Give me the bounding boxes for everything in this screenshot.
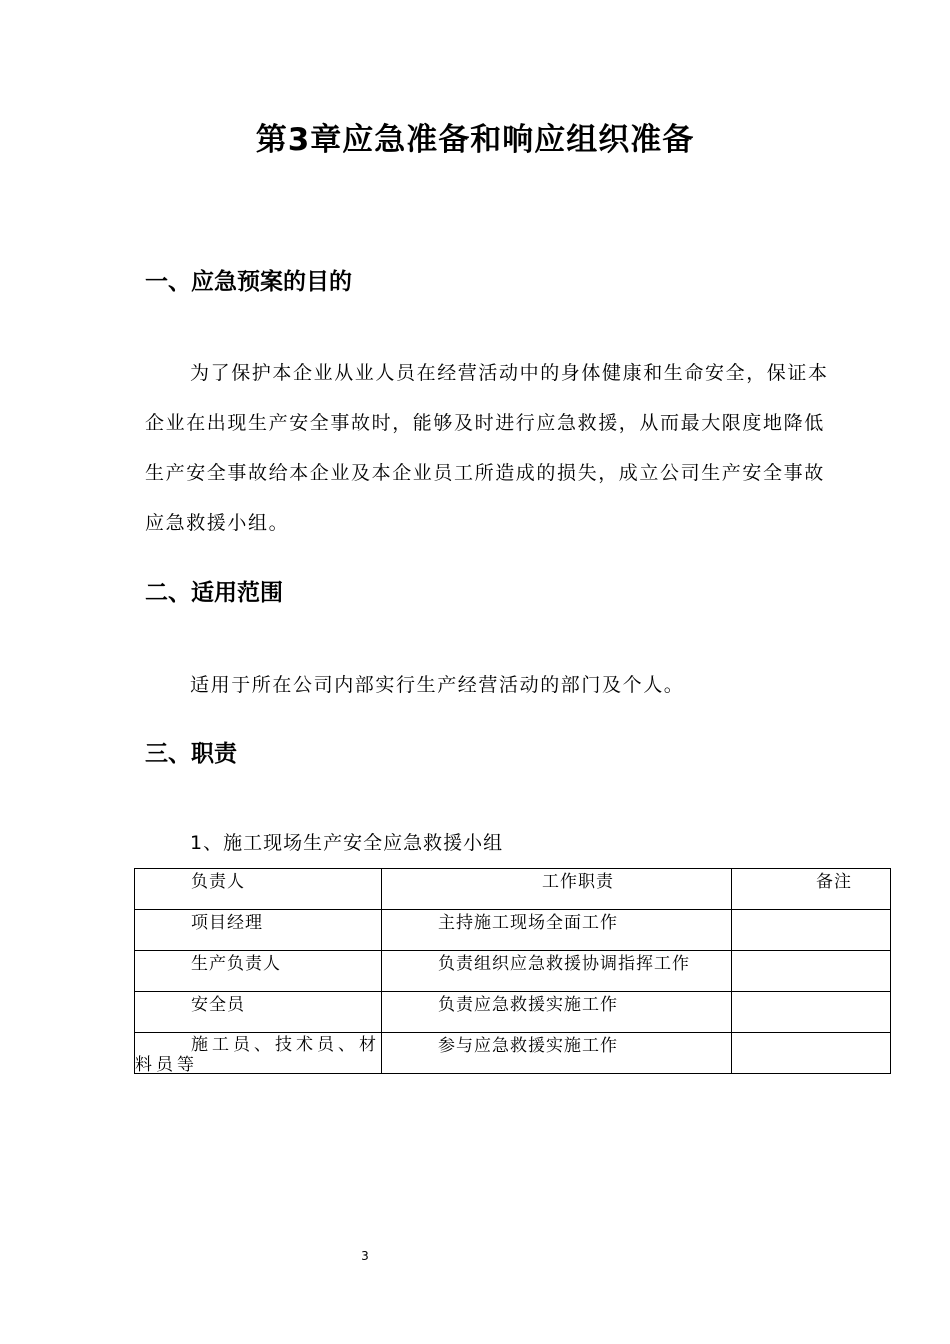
header-duty: 工作职责 [382, 869, 732, 910]
cell-note [732, 951, 891, 992]
cell-person: 施工员、技术员、材料员等 [135, 1033, 382, 1074]
section-paragraph-purpose: 为了保护本企业从业人员在经营活动中的身体健康和生命安全，保证本企业在出现生产安全事故时，能够及时进行应急救援，从而最大限度地降低生产安全事故给本企业及本企业员工所造成的损失，成立公司生产安全事故应急救援小组。 [145, 362, 829, 534]
section-heading-duties: 三、职责 [145, 741, 237, 767]
chapter-title: 第3章应急准备和响应组织准备 [255, 122, 695, 158]
header-person: 负责人 [135, 869, 382, 910]
section-paragraph-scope: 适用于所在公司内部实行生产经营活动的部门及个人。 [190, 674, 685, 696]
cell-person: 生产负责人 [135, 951, 382, 992]
cell-duty: 负责组织应急救援协调指挥工作 [382, 951, 732, 992]
cell-note [732, 992, 891, 1033]
table-caption: 1、施工现场生产安全应急救援小组 [190, 832, 504, 854]
table-row [135, 1033, 891, 1074]
cell-note [732, 910, 891, 951]
cell-person: 项目经理 [135, 910, 382, 951]
table-row [135, 910, 891, 951]
duty-table [134, 868, 891, 1074]
page-number: 3 [361, 1249, 369, 1263]
cell-duty: 参与应急救援实施工作 [382, 1033, 732, 1074]
table-row [135, 951, 891, 992]
cell-note [732, 1033, 891, 1074]
table-row [135, 992, 891, 1033]
cell-person: 安全员 [135, 992, 382, 1033]
header-note: 备注 [732, 869, 891, 910]
table-header-row [135, 869, 891, 910]
section-heading-purpose: 一、应急预案的目的 [145, 269, 352, 295]
cell-duty: 负责应急救援实施工作 [382, 992, 732, 1033]
section-heading-scope: 二、适用范围 [145, 580, 283, 606]
cell-duty: 主持施工现场全面工作 [382, 910, 732, 951]
